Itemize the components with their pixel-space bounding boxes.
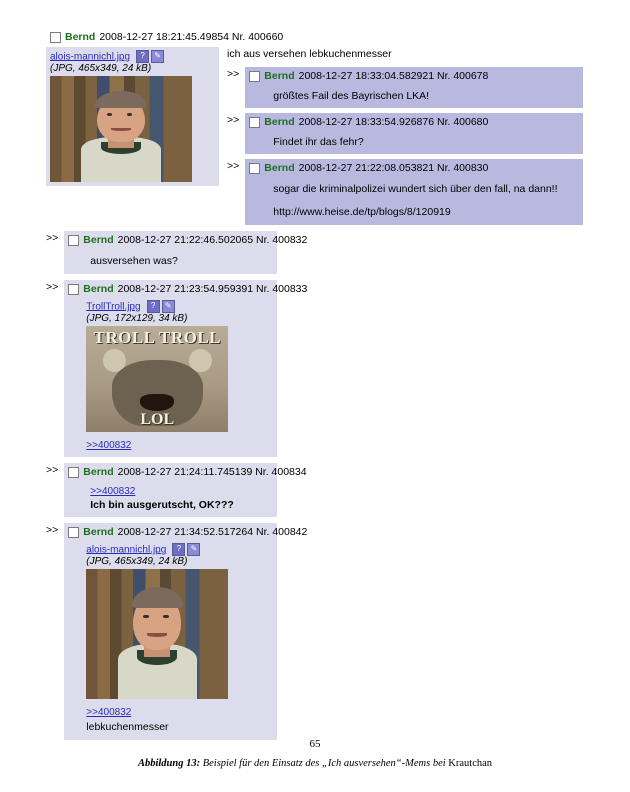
post-author: Bernd bbox=[83, 526, 114, 538]
quote-arrows: >> bbox=[46, 232, 59, 244]
post-author: Bernd bbox=[83, 283, 114, 295]
quote-arrows: >> bbox=[46, 281, 59, 293]
post-checkbox[interactable] bbox=[68, 467, 79, 478]
file-icon-group bbox=[172, 543, 200, 556]
edit-icon[interactable]: ✎ bbox=[162, 300, 175, 313]
post-checkbox[interactable] bbox=[249, 163, 260, 174]
post-file-info: (JPG, 172x129, 34 kB) bbox=[86, 313, 188, 324]
post-file-line bbox=[86, 300, 273, 324]
quoted-reply bbox=[227, 67, 583, 108]
post-message: sogar die kriminalpolizei wundert sich über den fall, na dann!! bbox=[273, 183, 558, 195]
thread-post-body bbox=[64, 280, 308, 457]
post-message: ausversehen was? bbox=[90, 255, 178, 267]
post-author: Bernd bbox=[83, 466, 114, 478]
op-image-alois-mannichl[interactable] bbox=[50, 76, 192, 182]
post-message: größtes Fail des Bayrischen LKA! bbox=[273, 90, 430, 102]
thread-post bbox=[46, 280, 583, 457]
op-post-header bbox=[46, 30, 583, 44]
post-checkbox[interactable] bbox=[68, 527, 79, 538]
caption-label: Abbildung 13: bbox=[137, 758, 201, 769]
post-author: Bernd bbox=[264, 70, 295, 82]
post-meta: 2008-12-27 21:23:54.959391 Nr. 400833 bbox=[117, 283, 308, 295]
post-message: lebkuchenmesser bbox=[86, 721, 169, 733]
edit-icon[interactable]: ✎ bbox=[187, 543, 200, 556]
op-message: ich aus versehen lebkuchenmesser bbox=[227, 48, 392, 60]
op-file-info: (JPG, 465x349, 24 kB) bbox=[50, 63, 152, 74]
post-meta: 2008-12-27 18:33:54.926876 Nr. 400680 bbox=[298, 116, 489, 128]
post-meta: 2008-12-27 21:22:46.502065 Nr. 400832 bbox=[117, 234, 308, 246]
post-meta: 2008-12-27 21:22:08.053821 Nr. 400830 bbox=[298, 162, 489, 174]
post-checkbox[interactable] bbox=[68, 284, 79, 295]
quoted-reply-body bbox=[245, 159, 583, 225]
op-file-block bbox=[46, 47, 219, 186]
post-author: Bernd bbox=[264, 162, 295, 174]
post-meta: 2008-12-27 21:24:11.745139 Nr. 400834 bbox=[117, 466, 307, 478]
quote-arrows: >> bbox=[227, 160, 240, 172]
caption-tail: Krautchan bbox=[448, 758, 493, 769]
file-icon-group bbox=[136, 50, 164, 63]
imageboard-thread bbox=[46, 30, 583, 740]
quote-arrows: >> bbox=[46, 464, 59, 476]
post-file-name[interactable]: alois-mannichl.jpg bbox=[86, 544, 167, 556]
help-icon[interactable]: ? bbox=[147, 300, 160, 313]
image-bottom-text: LOL bbox=[140, 411, 175, 428]
thread-post-body bbox=[64, 463, 307, 517]
post-backlink[interactable]: >>400832 bbox=[90, 486, 136, 497]
post-message: Ich bin ausgerutscht, OK??? bbox=[90, 499, 234, 511]
post-message: Findet ihr das fehr? bbox=[273, 136, 364, 148]
help-icon[interactable]: ? bbox=[136, 50, 149, 63]
quote-arrows: >> bbox=[227, 68, 240, 80]
help-icon[interactable]: ? bbox=[172, 543, 185, 556]
post-file-line bbox=[86, 543, 273, 567]
post-checkbox[interactable] bbox=[249, 71, 260, 82]
post-meta: 2008-12-27 21:34:52.517264 Nr. 400842 bbox=[117, 526, 308, 538]
file-icon-group bbox=[147, 300, 175, 313]
post-author: Bernd bbox=[264, 116, 295, 128]
post-backlink[interactable]: >>400832 bbox=[86, 440, 132, 451]
edit-icon[interactable]: ✎ bbox=[151, 50, 164, 63]
post-author: Bernd bbox=[65, 31, 96, 43]
thread-post-body bbox=[64, 231, 308, 274]
op-file-line bbox=[50, 50, 215, 74]
quoted-reply-body bbox=[245, 67, 583, 108]
post-checkbox[interactable] bbox=[68, 235, 79, 246]
op-file-name[interactable]: alois-mannichl.jpg bbox=[50, 51, 131, 63]
figure-caption bbox=[0, 758, 630, 769]
caption-text: Beispiel für den Einsatz des „Ich ausversehen“-Mems bei bbox=[200, 758, 449, 769]
thread-post-body bbox=[64, 523, 308, 740]
image-top-text: TROLL TROLL bbox=[93, 328, 222, 347]
quoted-reply bbox=[227, 113, 583, 154]
page-number: 65 bbox=[309, 738, 321, 750]
post-link-url[interactable]: http://www.heise.de/tp/blogs/8/120919 bbox=[273, 206, 451, 218]
quote-arrows: >> bbox=[46, 524, 59, 536]
post-checkbox[interactable] bbox=[249, 117, 260, 128]
post-file-name[interactable]: TrollTroll.jpg bbox=[86, 301, 141, 313]
post-author: Bernd bbox=[83, 234, 114, 246]
quote-arrows: >> bbox=[227, 114, 240, 126]
op-post bbox=[46, 30, 583, 225]
post-checkbox[interactable] bbox=[50, 32, 61, 43]
post-image-alois-mannichl[interactable] bbox=[86, 569, 228, 699]
thread-post bbox=[46, 231, 583, 274]
post-meta: 2008-12-27 18:33:04.582921 Nr. 400678 bbox=[298, 70, 489, 82]
post-meta: 2008-12-27 18:21:45.49854 Nr. 400660 bbox=[99, 31, 284, 43]
quoted-reply-body bbox=[245, 113, 583, 154]
post-backlink[interactable]: >>400832 bbox=[86, 707, 132, 718]
quoted-reply bbox=[227, 159, 583, 225]
thread-post bbox=[46, 463, 583, 517]
post-file-info: (JPG, 465x349, 24 kB) bbox=[86, 556, 188, 567]
post-image-trolltroll[interactable] bbox=[86, 326, 228, 432]
thread-post bbox=[46, 523, 583, 740]
